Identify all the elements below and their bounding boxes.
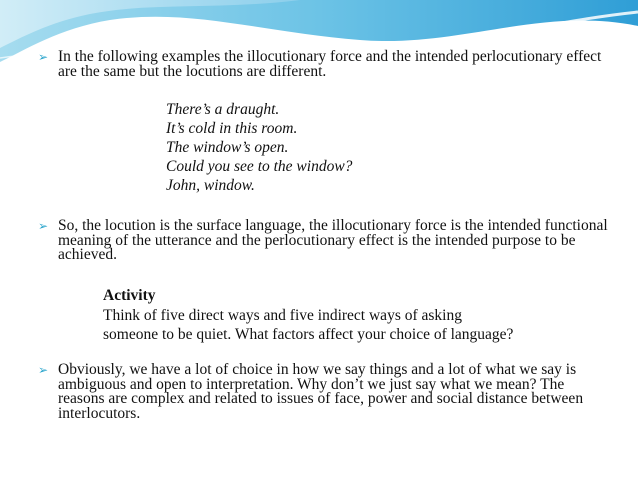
arrow-bullet-icon: ➢ xyxy=(38,50,49,64)
bullet-item xyxy=(38,219,610,263)
bullet-item xyxy=(38,50,610,79)
arrow-bullet-icon: ➢ xyxy=(38,363,49,377)
example-list xyxy=(166,100,352,195)
bullet-text: In the following examples the illocutionary force and the intended perlocutionary effect are the same but the locutions are different. xyxy=(58,48,602,80)
arrow-bullet-icon: ➢ xyxy=(38,219,49,233)
example-line: Could you see to the window? xyxy=(166,158,353,175)
bullet-item xyxy=(38,363,610,421)
activity-title: Activity xyxy=(103,287,156,304)
activity-line: someone to be quiet. What factors affect your choice of language? xyxy=(103,326,514,343)
activity-line: Think of five direct ways and five indirect ways of asking xyxy=(103,306,462,324)
example-line: It’s cold in this room. xyxy=(166,120,298,137)
bullet-text: So, the locution is the surface language, the illocutionary force is the intended functional meaning of the utterance and the perlocutionary effect is the intended purpose to be achieved. xyxy=(58,217,608,263)
bullet-text: Obviously, we have a lot of choice in how we say things and a lot of what we say is ambiguous and open to interpretation. Why don’t we just say what we mean? The reasons are complex and related to issues of face, power and social distance between interlocutors. xyxy=(58,361,584,422)
example-line: John, window. xyxy=(166,177,255,194)
example-line: There’s a draught. xyxy=(166,101,280,118)
activity-block xyxy=(103,286,513,345)
example-line: The window’s open. xyxy=(166,139,289,156)
